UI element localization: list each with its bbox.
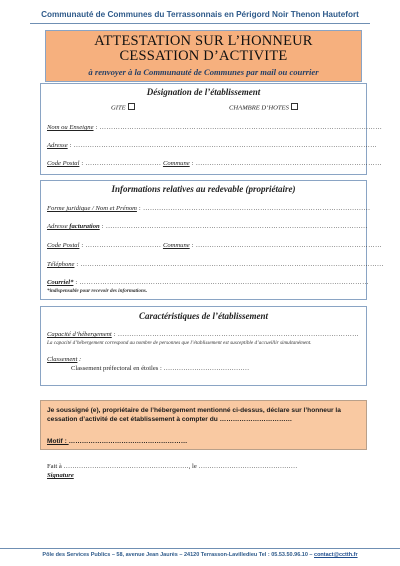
courriel-label: Courriel* xyxy=(47,279,74,286)
owner-commune-dots: : ……………………………………………………………………… xyxy=(189,242,382,249)
adresse-facturation-label-b: facturation xyxy=(69,223,100,230)
forme-field[interactable] xyxy=(47,205,370,212)
title-line2: CESSATION D’ACTIVITE xyxy=(119,48,288,64)
motif-dots: ……………………………………………… xyxy=(68,438,188,445)
capacite-dots: : …………………………………………………………………………………………… xyxy=(111,331,360,338)
fait-a-field[interactable]: Fait à …………………………………………………, le ……………………………………… xyxy=(47,463,298,470)
capacite-label: Capacité d’hébergement xyxy=(47,331,112,338)
cp-dots: : …………………………… xyxy=(79,160,162,167)
footer-address: Pôle des Services Publics – 58, avenue Jean Jaurès – 24120 Terrasson-Lavilledieu Tel : 05.53.50.96.10 – xyxy=(42,552,315,558)
signature-label: Signature xyxy=(47,472,74,479)
declaration-text[interactable]: Je soussigné (e), propriétaire de l’hébergement mentionné ci-dessus, déclare sur l’honneur la cessation d’activité de cet établissement à compter du …………………………… xyxy=(47,407,341,423)
courriel-dots: : ……………………………………………………………………………………………………………… xyxy=(73,279,369,286)
gite-label: GITE xyxy=(111,104,126,112)
cp-label: Code Postal xyxy=(47,160,80,167)
title-line1: ATTESTATION SUR L’HONNEUR xyxy=(94,33,313,49)
courriel-note: *indispensable pour recevoir des informations. xyxy=(47,288,148,294)
chambre-label: CHAMBRE D’HOTES xyxy=(229,104,289,112)
forme-label: Forme juridique / Nom et Prénom xyxy=(47,205,137,212)
adresse-dots: : …………………………………………………………………………………………………………………… xyxy=(67,142,377,149)
adresse-facturation-label-a: Adresse xyxy=(47,223,70,230)
adresse-facturation-field[interactable] xyxy=(47,223,368,230)
classement-label: Classement xyxy=(47,356,78,363)
section-title: Caractéristiques de l’établissement xyxy=(139,311,268,321)
classement-field[interactable]: Classement préfectoral en étoiles : ………………………………… xyxy=(71,365,250,372)
telephone-dots: : …………………………………………………………………………………………………………………… xyxy=(74,261,384,268)
courriel-field[interactable] xyxy=(47,279,369,286)
nom-field[interactable] xyxy=(47,124,382,131)
classement-heading xyxy=(47,356,81,363)
declaration-box xyxy=(40,400,367,450)
section-characteristics xyxy=(40,306,367,386)
section-title: Informations relatives au redevable (propriétaire) xyxy=(111,184,296,194)
title-box xyxy=(45,30,362,82)
gite-option[interactable] xyxy=(111,103,135,112)
footer-email-link[interactable]: contact@cctth.fr xyxy=(314,552,358,558)
footer-divider xyxy=(0,548,400,549)
owner-cp-commune-field[interactable] xyxy=(47,242,382,249)
cp-commune-field[interactable] xyxy=(47,160,382,167)
footer xyxy=(0,552,400,558)
gite-checkbox[interactable] xyxy=(128,103,135,110)
capacite-field[interactable] xyxy=(47,331,359,338)
section-establishment xyxy=(40,83,383,175)
chambre-option[interactable] xyxy=(229,103,298,112)
classement-colon: : xyxy=(77,356,82,363)
capacite-note: La capacité d’hébergement correspond au nombre de personnes que l’établissement est susceptible d’accueillir simultanément. xyxy=(47,340,312,346)
title-subtitle: à renvoyer à la Communauté de Communes par mail ou courrier xyxy=(88,67,319,77)
adresse-facturation-dots: : …………………………………………………………………………………………………… xyxy=(99,223,368,230)
owner-cp-dots: : …………………………… xyxy=(79,242,162,249)
header-organization: Communauté de Communes du Terrassonnais en Périgord Noir Thenon Hautefort xyxy=(41,10,359,19)
telephone-field[interactable] xyxy=(47,261,384,268)
nom-label: Nom ou Enseigne xyxy=(47,124,94,131)
section-owner xyxy=(40,180,384,300)
header-divider xyxy=(30,23,370,24)
telephone-label: Téléphone xyxy=(47,261,75,268)
commune-label: Commune xyxy=(162,160,190,167)
owner-commune-label: Commune xyxy=(162,242,190,249)
commune-dots: : ……………………………………………………………………… xyxy=(189,160,382,167)
nom-dots: : …………………………………………………………………………………………………………… xyxy=(93,124,383,131)
adresse-field[interactable] xyxy=(47,142,377,149)
motif-label: Motif : xyxy=(47,438,69,445)
forme-dots: : ……………………………………………………………………………………… xyxy=(136,205,371,212)
adresse-label: Adresse xyxy=(47,142,68,149)
motif-field[interactable] xyxy=(47,438,187,445)
section-title: Désignation de l’établissement xyxy=(146,87,261,97)
chambre-checkbox[interactable] xyxy=(291,103,298,110)
owner-cp-label: Code Postal xyxy=(47,242,80,249)
